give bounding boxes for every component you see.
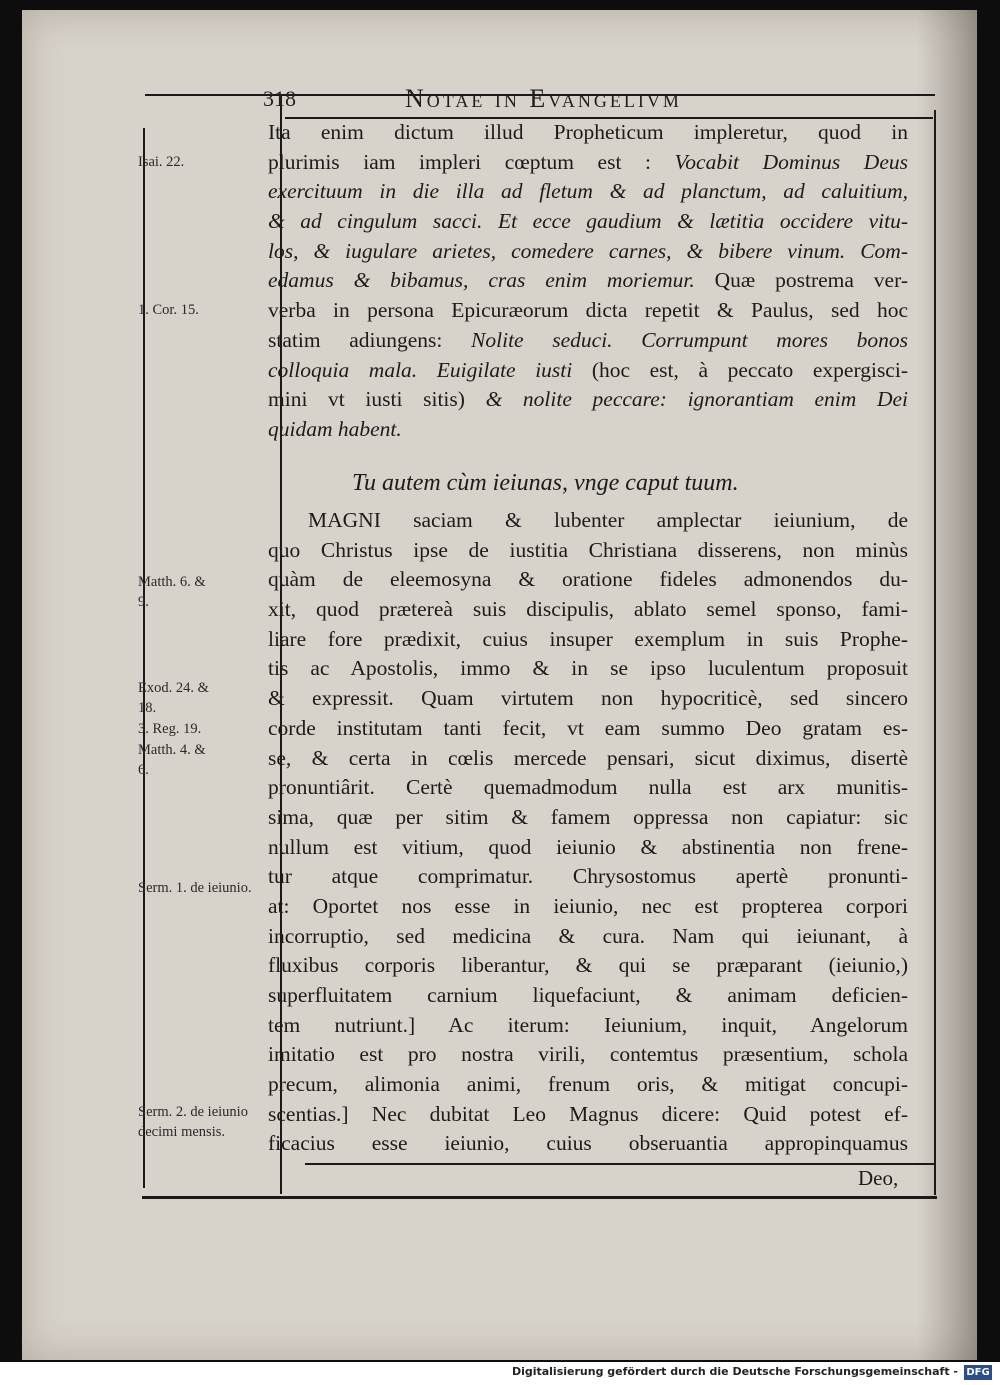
text-line: scentias.] Nec dubitat Leo Magnus dicere: Quid potest ef- <box>268 1101 908 1126</box>
margin-note-matthew-6: Matth. 6. & 9. <box>138 574 206 610</box>
bottom-rule-inner <box>305 1163 935 1165</box>
text-line: edamus & bibamus, cras enim moriemur. Quæ postrema ver- <box>268 268 908 293</box>
section-heading: Tu autem cùm ieiunas, vnge caput tuum. <box>352 470 739 496</box>
text-line: xit, quod prætereà suis discipulis, ablato semel sponso, fami- <box>268 597 908 622</box>
text-line: pronuntiârit. Certè quemadmodum nulla est arx munitis- <box>268 775 908 800</box>
text-line: liare fore prædixit, cuius insuper exemplum in suis Prophe- <box>268 626 908 651</box>
text-line: superfluitatem carnium liquefaciunt, & animam deficien- <box>268 983 908 1007</box>
text-line: & ad cingulum sacci. Et ecce gaudium & lætitia occidere vitu- <box>268 209 908 234</box>
text-line: los, & iugulare arietes, comedere carnes, & bibere vinum. Com- <box>268 238 908 263</box>
footer-credit: Digitalisierung gefördert durch die Deutsche Forschungsgemeinschaft - <box>511 1365 958 1378</box>
text-line: fluxibus corporis liberantur, & qui se præparant (ieiunio,) <box>268 953 908 978</box>
text-line: precum, alimonia animi, frenum oris, & mitigat concupi- <box>268 1072 908 1097</box>
text-line: ficacius esse ieiunio, cuius obseruantia appropinquamus <box>268 1131 908 1156</box>
text-line: incorruptio, sed medicina & cura. Nam qui ieiunant, à <box>268 923 908 948</box>
text-line: mini vt iusti sitis) & nolite peccare: ignorantiam enim Dei <box>268 387 908 412</box>
margin-note-exodus: Exod. 24. & 18. <box>138 680 209 716</box>
text-line: tur atque comprimatur. Chrysostomus apertè pronunti- <box>268 864 908 889</box>
text-block-2 <box>268 506 908 1159</box>
text-line: & expressit. Quam virtutem non hypocriticè, sed sincero <box>268 686 908 711</box>
text-line: corde institutam tanti fecit, vt eam summo Deo gratam es- <box>268 715 908 740</box>
right-column-rule <box>934 110 936 1195</box>
page-number: 318 <box>263 86 296 111</box>
dfg-logo-icon: DFG <box>964 1365 992 1380</box>
margin-note-matthew-4: Matth. 4. & 6. <box>138 742 206 778</box>
text-line: exercituum in die illa ad fletum & ad planctum, ad caluitium, <box>268 179 908 204</box>
bottom-rule <box>142 1196 937 1199</box>
margin-note-sermon-1: Serm. 1. de ieiunio. <box>138 880 252 896</box>
text-line: sima, quæ per sitim & famem oppressa non capiatur: sic <box>268 804 908 829</box>
margin-note-isaiah: Isai. 22. <box>138 154 185 170</box>
text-line: statim adiungens: Nolite seduci. Corrumpunt mores bonos <box>268 327 908 352</box>
margin-note-corinthians: 1. Cor. 15. <box>138 302 199 318</box>
margin-note-kings: 3. Reg. 19. <box>138 721 202 737</box>
text-line: quo Christus ipse de iustitia Christiana disserens, non minùs <box>268 537 908 562</box>
text-line: quidam habent. <box>268 416 402 441</box>
text-line: tis ac Apostolis, immo & in se ipso luculentum proposuit <box>268 656 908 681</box>
text-line: colloquia mala. Euigilate iusti (hoc est, à peccato expergisci- <box>268 357 908 382</box>
text-line: imitatio est pro nostra virili, contemtus præsentium, schola <box>268 1042 908 1067</box>
text-line: nullum est vitium, quod ieiunio & abstinentia non frene- <box>268 834 908 859</box>
page-edge-shadow <box>917 10 977 1360</box>
running-head: Notae in Evangelivm <box>405 84 682 113</box>
left-margin-rule <box>143 128 145 1188</box>
text-line: quàm de eleemosyna & oratione fideles admonendos du- <box>268 567 908 592</box>
text-block-1 <box>268 118 908 445</box>
text-line: plurimis iam impleri cœptum est : Vocabit Dominus Deus <box>268 149 908 174</box>
text-line: Ita enim dictum illud Propheticum impleretur, quod in <box>268 120 908 144</box>
catchword: Deo, <box>858 1166 899 1190</box>
text-line: MAGNI saciam & lubenter amplectar ieiunium, de <box>308 508 908 532</box>
text-line: at: Oportet nos esse in ieiunio, nec est propterea corpori <box>268 893 908 918</box>
text-line: verba in persona Epicuræorum dicta repetit & Paulus, sed hoc <box>268 298 908 323</box>
text-line: tem nutriunt.] Ac iterum: Ieiunium, inquit, Angelorum <box>268 1012 908 1037</box>
margin-note-sermon-2: Serm. 2. de ieiunio decimi mensis. <box>138 1104 248 1140</box>
text-line: se, & certa in cœlis mercede pensari, sicut diximus, disertè <box>268 745 908 770</box>
